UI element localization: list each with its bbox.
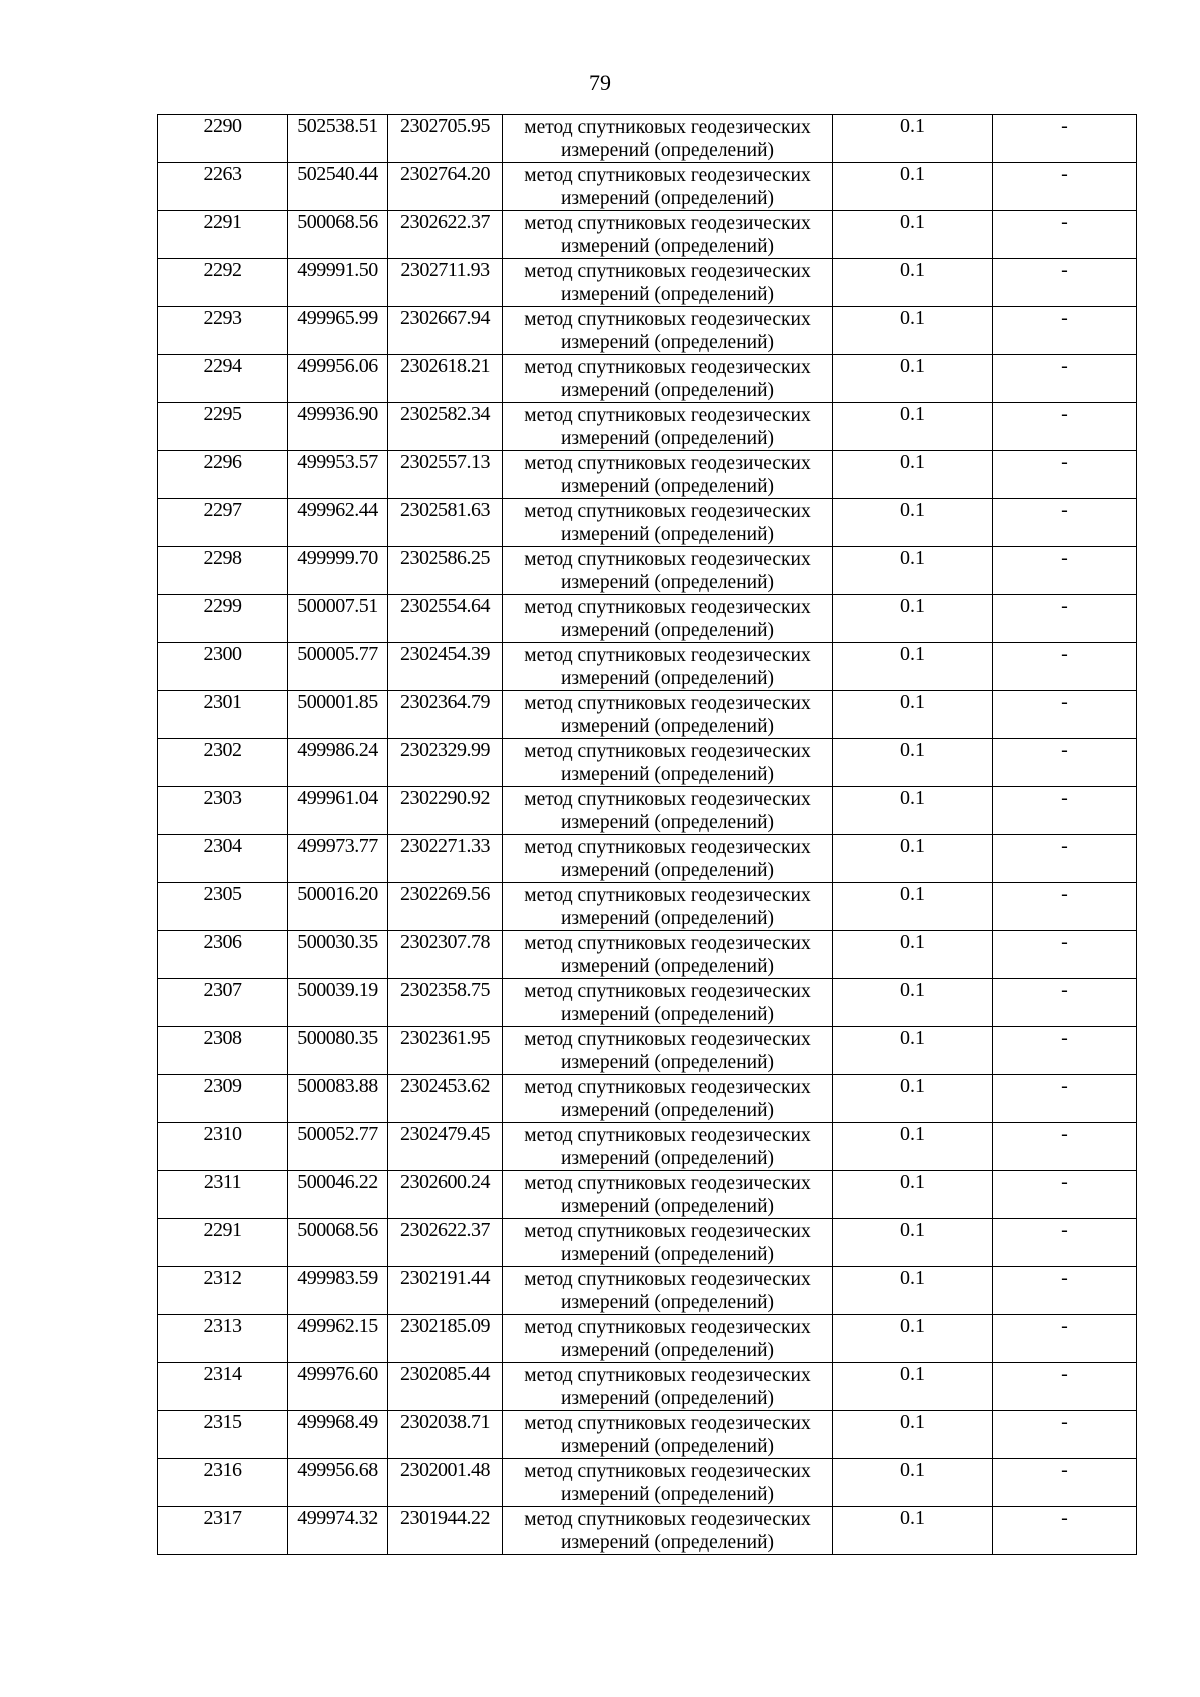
- cell-note: -: [993, 1507, 1137, 1555]
- cell-accuracy: 0.1: [833, 1123, 993, 1171]
- table-row: [158, 1027, 1137, 1075]
- table-row: [158, 835, 1137, 883]
- cell-accuracy: 0.1: [833, 1267, 993, 1315]
- cell-y-coordinate: 2302586.25: [388, 547, 503, 595]
- cell-method: метод спутниковых геодезических измерений (определений): [503, 1027, 833, 1075]
- cell-accuracy: 0.1: [833, 1507, 993, 1555]
- cell-x-coordinate: 499956.68: [288, 1459, 388, 1507]
- cell-point-number: 2292: [158, 259, 288, 307]
- cell-y-coordinate: 2302269.56: [388, 883, 503, 931]
- cell-point-number: 2317: [158, 1507, 288, 1555]
- table-row: [158, 787, 1137, 835]
- table-row: [158, 211, 1137, 259]
- cell-point-number: 2291: [158, 1219, 288, 1267]
- cell-note: -: [993, 1123, 1137, 1171]
- table-row: [158, 691, 1137, 739]
- cell-accuracy: 0.1: [833, 547, 993, 595]
- cell-y-coordinate: 2302085.44: [388, 1363, 503, 1411]
- cell-method: метод спутниковых геодезических измерений (определений): [503, 403, 833, 451]
- cell-note: -: [993, 547, 1137, 595]
- cell-note: -: [993, 1411, 1137, 1459]
- cell-x-coordinate: 500068.56: [288, 211, 388, 259]
- cell-method: метод спутниковых геодезических измерений (определений): [503, 1315, 833, 1363]
- cell-note: -: [993, 1219, 1137, 1267]
- cell-method: метод спутниковых геодезических измерений (определений): [503, 931, 833, 979]
- table-row: [158, 1411, 1137, 1459]
- cell-y-coordinate: 2302582.34: [388, 403, 503, 451]
- cell-method: метод спутниковых геодезических измерений (определений): [503, 787, 833, 835]
- cell-point-number: 2290: [158, 115, 288, 163]
- cell-point-number: 2301: [158, 691, 288, 739]
- cell-x-coordinate: 499962.44: [288, 499, 388, 547]
- table-row: [158, 931, 1137, 979]
- cell-point-number: 2297: [158, 499, 288, 547]
- cell-note: -: [993, 1171, 1137, 1219]
- cell-y-coordinate: 2302271.33: [388, 835, 503, 883]
- cell-point-number: 2303: [158, 787, 288, 835]
- table-row: [158, 499, 1137, 547]
- table-row: [158, 1459, 1137, 1507]
- cell-x-coordinate: 500039.19: [288, 979, 388, 1027]
- cell-method: метод спутниковых геодезических измерений (определений): [503, 1123, 833, 1171]
- cell-method: метод спутниковых геодезических измерений (определений): [503, 883, 833, 931]
- cell-y-coordinate: 2302711.93: [388, 259, 503, 307]
- cell-accuracy: 0.1: [833, 643, 993, 691]
- cell-y-coordinate: 2302479.45: [388, 1123, 503, 1171]
- cell-method: метод спутниковых геодезических измерений (определений): [503, 1363, 833, 1411]
- cell-point-number: 2305: [158, 883, 288, 931]
- cell-method: метод спутниковых геодезических измерений (определений): [503, 499, 833, 547]
- cell-point-number: 2296: [158, 451, 288, 499]
- cell-point-number: 2291: [158, 211, 288, 259]
- table-row: [158, 739, 1137, 787]
- cell-note: -: [993, 451, 1137, 499]
- cell-method: метод спутниковых геодезических измерений (определений): [503, 1219, 833, 1267]
- cell-accuracy: 0.1: [833, 259, 993, 307]
- cell-method: метод спутниковых геодезических измерений (определений): [503, 739, 833, 787]
- coordinates-table-body: [158, 115, 1137, 1555]
- cell-y-coordinate: 2302764.20: [388, 163, 503, 211]
- cell-x-coordinate: 500068.56: [288, 1219, 388, 1267]
- cell-method: метод спутниковых геодезических измерений (определений): [503, 355, 833, 403]
- cell-note: -: [993, 115, 1137, 163]
- cell-point-number: 2295: [158, 403, 288, 451]
- cell-point-number: 2315: [158, 1411, 288, 1459]
- cell-accuracy: 0.1: [833, 1171, 993, 1219]
- cell-x-coordinate: 499976.60: [288, 1363, 388, 1411]
- cell-accuracy: 0.1: [833, 307, 993, 355]
- cell-y-coordinate: 2302622.37: [388, 1219, 503, 1267]
- cell-accuracy: 0.1: [833, 1459, 993, 1507]
- cell-y-coordinate: 2302185.09: [388, 1315, 503, 1363]
- table-row: [158, 1123, 1137, 1171]
- cell-accuracy: 0.1: [833, 979, 993, 1027]
- cell-point-number: 2312: [158, 1267, 288, 1315]
- cell-x-coordinate: 500046.22: [288, 1171, 388, 1219]
- table-row: [158, 883, 1137, 931]
- cell-point-number: 2298: [158, 547, 288, 595]
- cell-x-coordinate: 500080.35: [288, 1027, 388, 1075]
- cell-y-coordinate: 2302581.63: [388, 499, 503, 547]
- cell-x-coordinate: 499999.70: [288, 547, 388, 595]
- cell-point-number: 2293: [158, 307, 288, 355]
- page-number: 79: [589, 70, 611, 95]
- table-row: [158, 1171, 1137, 1219]
- cell-note: -: [993, 835, 1137, 883]
- cell-note: -: [993, 163, 1137, 211]
- cell-y-coordinate: 2302001.48: [388, 1459, 503, 1507]
- cell-note: -: [993, 1075, 1137, 1123]
- cell-accuracy: 0.1: [833, 835, 993, 883]
- cell-point-number: 2314: [158, 1363, 288, 1411]
- cell-point-number: 2309: [158, 1075, 288, 1123]
- cell-accuracy: 0.1: [833, 787, 993, 835]
- cell-note: -: [993, 1267, 1137, 1315]
- table-row: [158, 115, 1137, 163]
- cell-method: метод спутниковых геодезических измерений (определений): [503, 1507, 833, 1555]
- cell-y-coordinate: 2302361.95: [388, 1027, 503, 1075]
- cell-x-coordinate: 499953.57: [288, 451, 388, 499]
- table-row: [158, 1219, 1137, 1267]
- cell-x-coordinate: 499965.99: [288, 307, 388, 355]
- cell-y-coordinate: 2302454.39: [388, 643, 503, 691]
- table-row: [158, 451, 1137, 499]
- cell-accuracy: 0.1: [833, 499, 993, 547]
- table-row: [158, 355, 1137, 403]
- cell-x-coordinate: 499991.50: [288, 259, 388, 307]
- cell-accuracy: 0.1: [833, 739, 993, 787]
- cell-method: метод спутниковых геодезических измерений (определений): [503, 643, 833, 691]
- cell-method: метод спутниковых геодезических измерений (определений): [503, 115, 833, 163]
- cell-note: -: [993, 931, 1137, 979]
- table-row: [158, 1507, 1137, 1555]
- cell-point-number: 2310: [158, 1123, 288, 1171]
- cell-point-number: 2308: [158, 1027, 288, 1075]
- cell-method: метод спутниковых геодезических измерений (определений): [503, 835, 833, 883]
- cell-note: -: [993, 691, 1137, 739]
- cell-accuracy: 0.1: [833, 1219, 993, 1267]
- cell-method: метод спутниковых геодезических измерений (определений): [503, 595, 833, 643]
- cell-accuracy: 0.1: [833, 1027, 993, 1075]
- coordinates-table: [157, 114, 1137, 1555]
- cell-note: -: [993, 403, 1137, 451]
- cell-point-number: 2263: [158, 163, 288, 211]
- cell-note: -: [993, 1459, 1137, 1507]
- cell-method: метод спутниковых геодезических измерений (определений): [503, 1411, 833, 1459]
- cell-method: метод спутниковых геодезических измерений (определений): [503, 259, 833, 307]
- table-row: [158, 259, 1137, 307]
- cell-x-coordinate: 500007.51: [288, 595, 388, 643]
- cell-y-coordinate: 2302307.78: [388, 931, 503, 979]
- cell-x-coordinate: 499956.06: [288, 355, 388, 403]
- cell-method: метод спутниковых геодезических измерений (определений): [503, 691, 833, 739]
- cell-point-number: 2302: [158, 739, 288, 787]
- cell-y-coordinate: 2302554.64: [388, 595, 503, 643]
- cell-y-coordinate: 2302329.99: [388, 739, 503, 787]
- cell-point-number: 2311: [158, 1171, 288, 1219]
- cell-method: метод спутниковых геодезических измерений (определений): [503, 979, 833, 1027]
- cell-method: метод спутниковых геодезических измерений (определений): [503, 1459, 833, 1507]
- cell-x-coordinate: 502538.51: [288, 115, 388, 163]
- cell-y-coordinate: 2302290.92: [388, 787, 503, 835]
- table-row: [158, 595, 1137, 643]
- cell-note: -: [993, 595, 1137, 643]
- cell-note: -: [993, 1315, 1137, 1363]
- cell-method: метод спутниковых геодезических измерений (определений): [503, 211, 833, 259]
- table-row: [158, 307, 1137, 355]
- cell-accuracy: 0.1: [833, 931, 993, 979]
- cell-point-number: 2313: [158, 1315, 288, 1363]
- cell-x-coordinate: 499986.24: [288, 739, 388, 787]
- cell-y-coordinate: 2302600.24: [388, 1171, 503, 1219]
- cell-accuracy: 0.1: [833, 1411, 993, 1459]
- cell-x-coordinate: 499968.49: [288, 1411, 388, 1459]
- cell-accuracy: 0.1: [833, 691, 993, 739]
- cell-accuracy: 0.1: [833, 115, 993, 163]
- cell-note: -: [993, 643, 1137, 691]
- cell-note: -: [993, 979, 1137, 1027]
- cell-y-coordinate: 2302038.71: [388, 1411, 503, 1459]
- cell-y-coordinate: 2302622.37: [388, 211, 503, 259]
- cell-x-coordinate: 499974.32: [288, 1507, 388, 1555]
- cell-y-coordinate: 2302358.75: [388, 979, 503, 1027]
- cell-x-coordinate: 499983.59: [288, 1267, 388, 1315]
- cell-y-coordinate: 2302557.13: [388, 451, 503, 499]
- table-row: [158, 979, 1137, 1027]
- cell-accuracy: 0.1: [833, 1315, 993, 1363]
- cell-accuracy: 0.1: [833, 163, 993, 211]
- cell-accuracy: 0.1: [833, 211, 993, 259]
- cell-point-number: 2306: [158, 931, 288, 979]
- cell-note: -: [993, 739, 1137, 787]
- cell-x-coordinate: 500052.77: [288, 1123, 388, 1171]
- cell-note: -: [993, 355, 1137, 403]
- cell-accuracy: 0.1: [833, 595, 993, 643]
- cell-accuracy: 0.1: [833, 1075, 993, 1123]
- cell-x-coordinate: 500016.20: [288, 883, 388, 931]
- cell-x-coordinate: 500030.35: [288, 931, 388, 979]
- cell-method: метод спутниковых геодезических измерений (определений): [503, 163, 833, 211]
- cell-x-coordinate: 500001.85: [288, 691, 388, 739]
- cell-accuracy: 0.1: [833, 1363, 993, 1411]
- cell-y-coordinate: 2302364.79: [388, 691, 503, 739]
- cell-x-coordinate: 500083.88: [288, 1075, 388, 1123]
- cell-y-coordinate: 2302618.21: [388, 355, 503, 403]
- table-row: [158, 1075, 1137, 1123]
- cell-note: -: [993, 259, 1137, 307]
- cell-note: -: [993, 787, 1137, 835]
- cell-note: -: [993, 211, 1137, 259]
- cell-note: -: [993, 499, 1137, 547]
- cell-method: метод спутниковых геодезических измерений (определений): [503, 307, 833, 355]
- cell-x-coordinate: 499962.15: [288, 1315, 388, 1363]
- cell-note: -: [993, 1027, 1137, 1075]
- cell-accuracy: 0.1: [833, 883, 993, 931]
- table-row: [158, 643, 1137, 691]
- table-row: [158, 1363, 1137, 1411]
- cell-x-coordinate: 500005.77: [288, 643, 388, 691]
- cell-method: метод спутниковых геодезических измерений (определений): [503, 1171, 833, 1219]
- cell-y-coordinate: 2302705.95: [388, 115, 503, 163]
- table-row: [158, 1315, 1137, 1363]
- cell-note: -: [993, 1363, 1137, 1411]
- cell-x-coordinate: 499936.90: [288, 403, 388, 451]
- cell-point-number: 2307: [158, 979, 288, 1027]
- table-row: [158, 163, 1137, 211]
- cell-method: метод спутниковых геодезических измерений (определений): [503, 547, 833, 595]
- cell-point-number: 2304: [158, 835, 288, 883]
- table-row: [158, 1267, 1137, 1315]
- cell-accuracy: 0.1: [833, 403, 993, 451]
- cell-accuracy: 0.1: [833, 451, 993, 499]
- cell-note: -: [993, 307, 1137, 355]
- cell-method: метод спутниковых геодезических измерений (определений): [503, 1075, 833, 1123]
- cell-point-number: 2300: [158, 643, 288, 691]
- cell-y-coordinate: 2301944.22: [388, 1507, 503, 1555]
- cell-point-number: 2294: [158, 355, 288, 403]
- cell-point-number: 2316: [158, 1459, 288, 1507]
- table-row: [158, 547, 1137, 595]
- cell-note: -: [993, 883, 1137, 931]
- table-row: [158, 403, 1137, 451]
- cell-accuracy: 0.1: [833, 355, 993, 403]
- cell-method: метод спутниковых геодезических измерений (определений): [503, 1267, 833, 1315]
- cell-x-coordinate: 502540.44: [288, 163, 388, 211]
- cell-method: метод спутниковых геодезических измерений (определений): [503, 451, 833, 499]
- cell-y-coordinate: 2302453.62: [388, 1075, 503, 1123]
- cell-x-coordinate: 499961.04: [288, 787, 388, 835]
- cell-y-coordinate: 2302667.94: [388, 307, 503, 355]
- cell-y-coordinate: 2302191.44: [388, 1267, 503, 1315]
- cell-point-number: 2299: [158, 595, 288, 643]
- cell-x-coordinate: 499973.77: [288, 835, 388, 883]
